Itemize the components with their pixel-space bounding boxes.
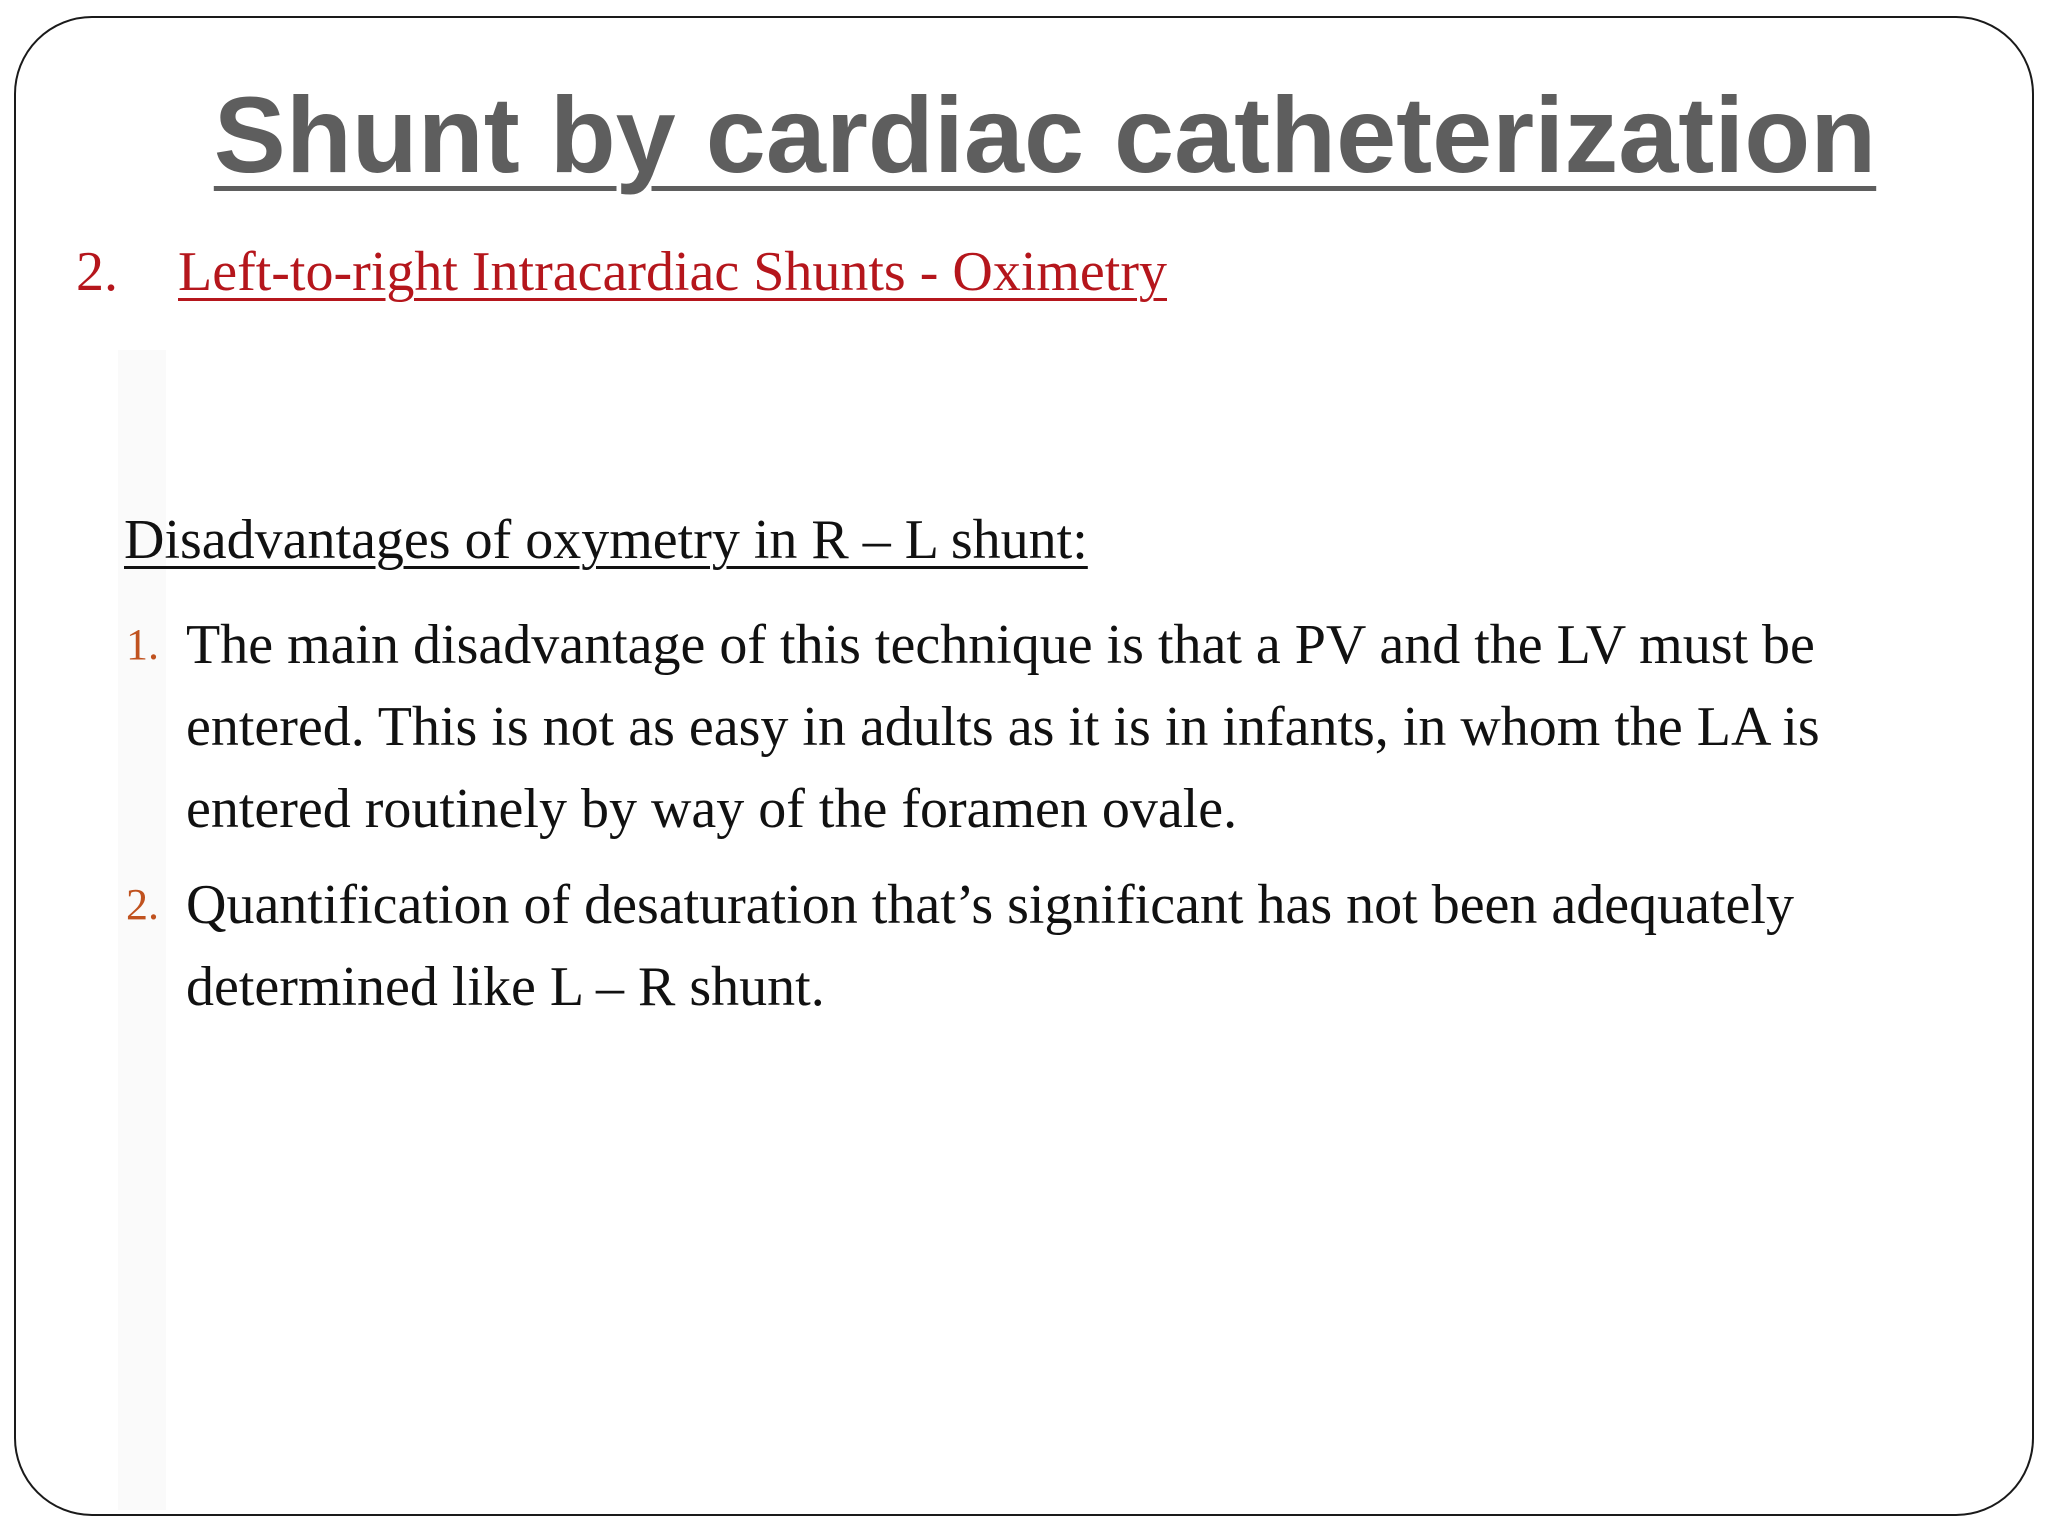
slide-title: Shunt by cardiac catheterization	[213, 74, 1877, 195]
slide-subtitle	[76, 240, 1167, 304]
disadvantages-list	[124, 604, 1924, 1042]
list-item-number: 2.	[126, 880, 159, 929]
subtitle-number: 2.	[76, 241, 118, 303]
list-item-text: The main disadvantage of this technique is that a PV and the LV must be entered. This is not as easy in adults as it is in infants, in whom the LA is entered routinely by way of the foramen ovale.	[186, 614, 1820, 840]
section-heading: Disadvantages of oxymetry in R – L shunt:	[124, 509, 1088, 571]
list-item-number: 1.	[126, 620, 159, 669]
list-item	[124, 864, 1924, 1028]
subtitle-text: Left-to-right Intracardiac Shunts - Oximetry	[178, 241, 1167, 303]
list-item	[124, 604, 1924, 850]
list-item-text: Quantification of desaturation that’s significant has not been adequately determined like L – R shunt.	[186, 874, 1794, 1018]
